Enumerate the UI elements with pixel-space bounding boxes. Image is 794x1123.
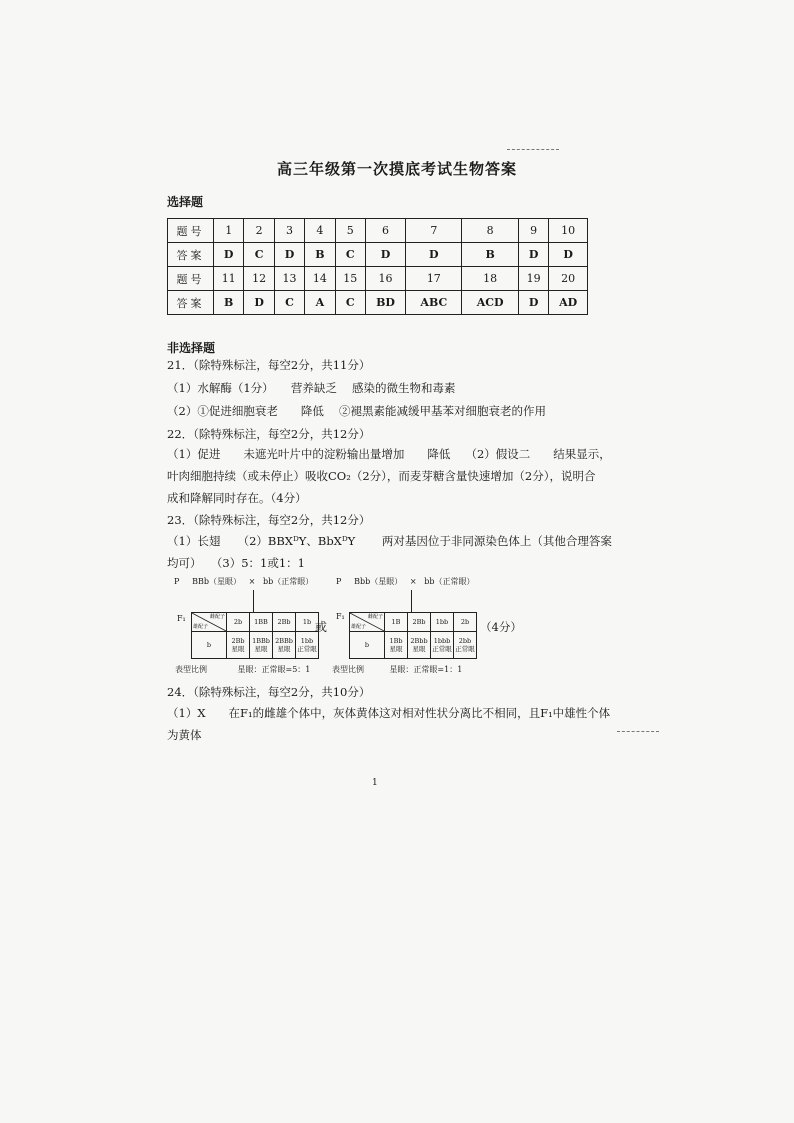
answer-line: 24．（除特殊标注，每空2分，共10分） bbox=[167, 685, 371, 699]
row-label: 题号 bbox=[168, 219, 214, 243]
answer-line: 23．（除特殊标注，每空2分，共12分） bbox=[167, 513, 371, 527]
answer-line: 为黄体 bbox=[167, 728, 202, 742]
answer-cell: B bbox=[305, 243, 335, 267]
nonchoice-heading: 非选择题 bbox=[167, 341, 216, 355]
female-gamete: 2b bbox=[454, 613, 477, 632]
male-gamete: b bbox=[350, 632, 385, 659]
offspring-cell: 2Bb 星眼 bbox=[227, 632, 250, 659]
answer-cell: D bbox=[274, 243, 304, 267]
cross-left-arrow bbox=[253, 590, 254, 612]
female-gamete: 2Bb bbox=[273, 613, 296, 632]
row-label: 答案 bbox=[168, 243, 214, 267]
answer-cell: D bbox=[214, 243, 244, 267]
or-text: 或 bbox=[315, 620, 328, 634]
offspring-cell: 1BBb 星眼 bbox=[250, 632, 273, 659]
answer-cell: ACD bbox=[462, 291, 518, 315]
answer-cell: C bbox=[335, 291, 365, 315]
answer-table-row bbox=[168, 291, 588, 315]
female-gamete: 1B bbox=[385, 613, 408, 632]
corner-top-label: 雌配子 bbox=[367, 614, 383, 620]
answer-cell: C bbox=[335, 243, 365, 267]
answer-line: （1）长翅 （2）BBXᴰY、BbXᴰY 两对基因位于非同源染色体上（其他合理答案 bbox=[167, 534, 612, 548]
offspring-cell: 2bb 正常眼 bbox=[454, 632, 477, 659]
answer-line: （1）X 在F₁的雌雄个体中，灰体黄体这对相对性状分离比不相同，且F₁中雄性个体 bbox=[167, 706, 611, 720]
answer-cell: D bbox=[518, 291, 548, 315]
answer-cell: AD bbox=[549, 291, 588, 315]
row-label: 答案 bbox=[168, 291, 214, 315]
question-number-cell: 11 bbox=[214, 267, 244, 291]
question-number-cell: 12 bbox=[244, 267, 274, 291]
offspring-cell: 1bbb 正常眼 bbox=[431, 632, 454, 659]
offspring-cell: 2BBb 星眼 bbox=[273, 632, 296, 659]
female-gamete: 1bb bbox=[431, 613, 454, 632]
question-number-cell: 2 bbox=[244, 219, 274, 243]
cross-left-parents: P BBb（星眼） × bb（正常眼） bbox=[174, 577, 314, 586]
question-number-cell: 15 bbox=[335, 267, 365, 291]
question-number-cell: 14 bbox=[305, 267, 335, 291]
answer-cell: B bbox=[462, 243, 518, 267]
answer-line: （2）①促进细胞衰老 降低 ②褪黑素能减缓甲基苯对细胞衰老的作用 bbox=[167, 404, 546, 418]
answer-line: （1）促进 未遮光叶片中的淀粉输出量增加 降低 （2）假设二 结果显示， bbox=[167, 447, 611, 461]
question-number-cell: 13 bbox=[274, 267, 304, 291]
row-label: 题号 bbox=[168, 267, 214, 291]
answer-cell: C bbox=[244, 243, 274, 267]
question-number-cell: 10 bbox=[549, 219, 588, 243]
cross-right-parents: P Bbb（星眼） × bb（正常眼） bbox=[336, 577, 475, 586]
choice-heading: 选择题 bbox=[167, 195, 204, 209]
question-number-cell: 4 bbox=[305, 219, 335, 243]
corner-bottom-label: 雄配子 bbox=[351, 624, 367, 630]
question-number-cell: 9 bbox=[518, 219, 548, 243]
question-number-cell: 1 bbox=[214, 219, 244, 243]
question-number-cell: 6 bbox=[365, 219, 405, 243]
cross-left-ratio: 表型比例 星眼：正常眼=5：1 bbox=[175, 665, 311, 674]
answer-table-row bbox=[168, 243, 588, 267]
question-number-cell: 5 bbox=[335, 219, 365, 243]
question-number-cell: 7 bbox=[406, 219, 462, 243]
punnett-corner bbox=[192, 613, 227, 632]
marks-4: （4分） bbox=[480, 620, 522, 634]
answer-cell: D bbox=[518, 243, 548, 267]
cross-right-f1-label: F₁ bbox=[336, 612, 345, 621]
corner-bottom-label: 雄配子 bbox=[193, 624, 209, 630]
answer-table-row bbox=[168, 219, 588, 243]
question-number-cell: 3 bbox=[274, 219, 304, 243]
answer-cell: C bbox=[274, 291, 304, 315]
answer-line: 22．（除特殊标注，每空2分，共12分） bbox=[167, 427, 371, 441]
punnett-corner bbox=[350, 613, 385, 632]
scan-artifact bbox=[617, 731, 659, 732]
answer-line: 均可） （3）5：1或1：1 bbox=[167, 556, 305, 570]
male-gamete: b bbox=[192, 632, 227, 659]
answer-cell: ABC bbox=[406, 291, 462, 315]
female-gamete: 1BB bbox=[250, 613, 273, 632]
cross-left-f1-label: F₁ bbox=[177, 614, 186, 623]
cross-right-arrow bbox=[411, 590, 412, 612]
page-number: 1 bbox=[372, 778, 378, 788]
answer-line: 21．（除特殊标注，每空2分，共11分） bbox=[167, 358, 371, 372]
answer-line: 成和降解同时存在。（4分） bbox=[167, 491, 307, 505]
answer-cell: D bbox=[406, 243, 462, 267]
offspring-cell: 1Bb 星眼 bbox=[385, 632, 408, 659]
question-number-cell: 16 bbox=[365, 267, 405, 291]
punnett-left bbox=[191, 612, 319, 659]
question-number-cell: 18 bbox=[462, 267, 518, 291]
answer-table bbox=[167, 218, 588, 315]
female-gamete: 1b bbox=[296, 613, 319, 632]
female-gamete: 2Bb bbox=[408, 613, 431, 632]
answer-cell: D bbox=[549, 243, 588, 267]
answer-cell: B bbox=[214, 291, 244, 315]
answer-line: 叶肉细胞持续（或未停止）吸收CO₂（2分），而麦芽糖含量快速增加（2分），说明合 bbox=[167, 469, 596, 483]
answer-table-row bbox=[168, 267, 588, 291]
female-gamete: 2b bbox=[227, 613, 250, 632]
offspring-cell: 2Bbb 星眼 bbox=[408, 632, 431, 659]
answer-cell: BD bbox=[365, 291, 405, 315]
cross-right-ratio: 表型比例 星眼：正常眼=1：1 bbox=[332, 665, 463, 674]
question-number-cell: 8 bbox=[462, 219, 518, 243]
page-title: 高三年级第一次摸底考试生物答案 bbox=[276, 160, 517, 178]
corner-top-label: 雌配子 bbox=[209, 614, 225, 620]
answer-line: （1）水解酶（1分） 营养缺乏 感染的微生物和毒素 bbox=[167, 381, 456, 395]
scan-artifact bbox=[507, 149, 559, 150]
offspring-cell: 1bb 正常眼 bbox=[296, 632, 319, 659]
question-number-cell: 20 bbox=[549, 267, 588, 291]
punnett-right bbox=[349, 612, 477, 659]
answer-cell: A bbox=[305, 291, 335, 315]
question-number-cell: 17 bbox=[406, 267, 462, 291]
answer-cell: D bbox=[244, 291, 274, 315]
question-number-cell: 19 bbox=[518, 267, 548, 291]
answer-cell: D bbox=[365, 243, 405, 267]
